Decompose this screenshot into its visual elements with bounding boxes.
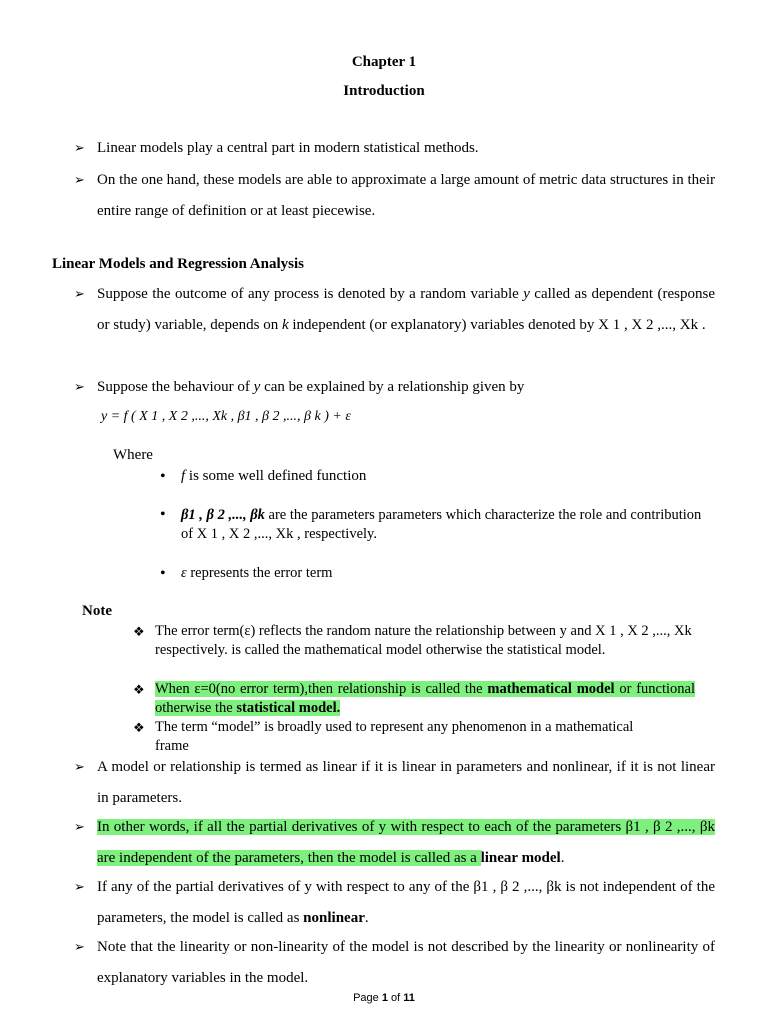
model-equation: y = f ( X 1 , X 2 ,..., Xk , β1 , β 2 ,..., β k ) + ε — [101, 409, 351, 424]
text-run: can be explained by a relationship given by — [260, 379, 525, 395]
bold-term: nonlinear — [303, 910, 365, 926]
arrow-bullet-icon: ➢ — [74, 380, 85, 395]
diamond-bullet-icon: ❖ — [133, 625, 145, 640]
text-run: or functional otherwise the — [155, 681, 695, 716]
chapter-title: Introduction — [343, 83, 425, 99]
dot-bullet-icon: • — [160, 468, 166, 485]
variables-list: X 1 , X 2 ,..., Xk . — [598, 317, 706, 333]
var-k: k — [281, 317, 289, 333]
text-run: represents the error term — [186, 565, 333, 581]
text-run: . — [560, 850, 565, 866]
var-y: y — [253, 379, 261, 395]
arrow-bullet-icon: ➢ — [74, 880, 85, 895]
text-run: Suppose the behaviour of — [97, 379, 254, 395]
dot-bullet-icon: • — [160, 565, 166, 582]
bullet-epsilon — [181, 565, 701, 582]
text-run: independent (or explanatory) variables denoted by — [288, 317, 599, 333]
arrow-bullet-icon: ➢ — [74, 141, 85, 156]
intro-point-2: On the one hand, these models are able to approximate a large amount of metric data structures in their entire range of definition or at least piecewise. — [97, 172, 715, 219]
text-run: Suppose the outcome of any process is denoted by a random variable — [97, 286, 524, 302]
paragraph-behaviour — [97, 372, 715, 403]
bold-term: mathematical model — [487, 681, 615, 697]
arrow-bullet-icon: ➢ — [74, 820, 85, 835]
bold-term: linear model — [480, 850, 561, 866]
note-label: Note — [82, 603, 112, 619]
arrow-bullet-icon: ➢ — [74, 173, 85, 188]
paragraph-nonlinear — [97, 872, 715, 934]
note-item-1: The error term(ε) reflects the random nature the relationship between y and X 1 , X 2 ,..., Xk respectively. is called the mathematical model otherwise the statistical model. — [155, 623, 692, 658]
text-run: When ε=0(no error term),then relationship is called the — [155, 681, 488, 697]
var-y: y — [523, 286, 530, 302]
symbol-epsilon: ε — [181, 565, 187, 581]
note-item-3: The term “model” is broadly used to represent any phenomenon in a mathematical frame — [155, 719, 634, 754]
diamond-bullet-icon: ❖ — [133, 683, 145, 698]
page-footer — [0, 992, 768, 1004]
section-heading: Linear Models and Regression Analysis — [52, 256, 304, 272]
paragraph-linear: A model or relationship is termed as linear if it is linear in parameters and nonlinear, if it is not linear in parameters. — [97, 759, 715, 806]
bullet-f — [181, 468, 701, 485]
text-run: called as dependent (response or study) variable, depends on — [97, 286, 715, 333]
paragraph-partial-derivatives — [97, 812, 715, 874]
symbol-beta: β1 , β 2 ,..., βk — [181, 507, 265, 523]
dot-bullet-icon: • — [160, 506, 166, 523]
highlight-run — [155, 681, 695, 716]
text-run: If any of the partial derivatives of y with respect to any of the β1 , β 2 ,..., βk is not independent of the parameters, the model is called as — [97, 879, 715, 926]
note-item-2 — [155, 680, 695, 718]
symbol-f: f — [181, 468, 186, 484]
text-run: are the parameters parameters which characterize the role and contribution of X 1 , X 2 ,..., Xk , respectively. — [181, 507, 702, 542]
page-number: 1 — [381, 992, 388, 1004]
text-run: is some well defined function — [185, 468, 367, 484]
paragraph-outcome — [97, 279, 715, 341]
diamond-bullet-icon: ❖ — [133, 721, 145, 736]
highlight-run: In other words, if all the partial derivatives of y with respect to each of the parameters β1 , β 2 ,..., βk are independent of the parameters, then the model is called as a — [97, 819, 715, 866]
arrow-bullet-icon: ➢ — [74, 940, 85, 955]
intro-point-1: Linear models play a central part in modern statistical methods. — [97, 140, 479, 156]
text-run: . — [364, 910, 369, 926]
page-total: 11 — [403, 992, 415, 1004]
paragraph-note-linearity: Note that the linearity or non-linearity of the model is not described by the linearity or nonlinearity of explanatory variables in the model. — [97, 939, 715, 986]
bold-term: statistical model. — [236, 700, 341, 716]
footer-text: of — [387, 992, 404, 1004]
bullet-beta — [181, 506, 706, 544]
where-label: Where — [113, 447, 153, 463]
arrow-bullet-icon: ➢ — [74, 760, 85, 775]
chapter-label: Chapter 1 — [351, 54, 417, 70]
arrow-bullet-icon: ➢ — [74, 287, 85, 302]
footer-text: Page — [353, 992, 382, 1004]
